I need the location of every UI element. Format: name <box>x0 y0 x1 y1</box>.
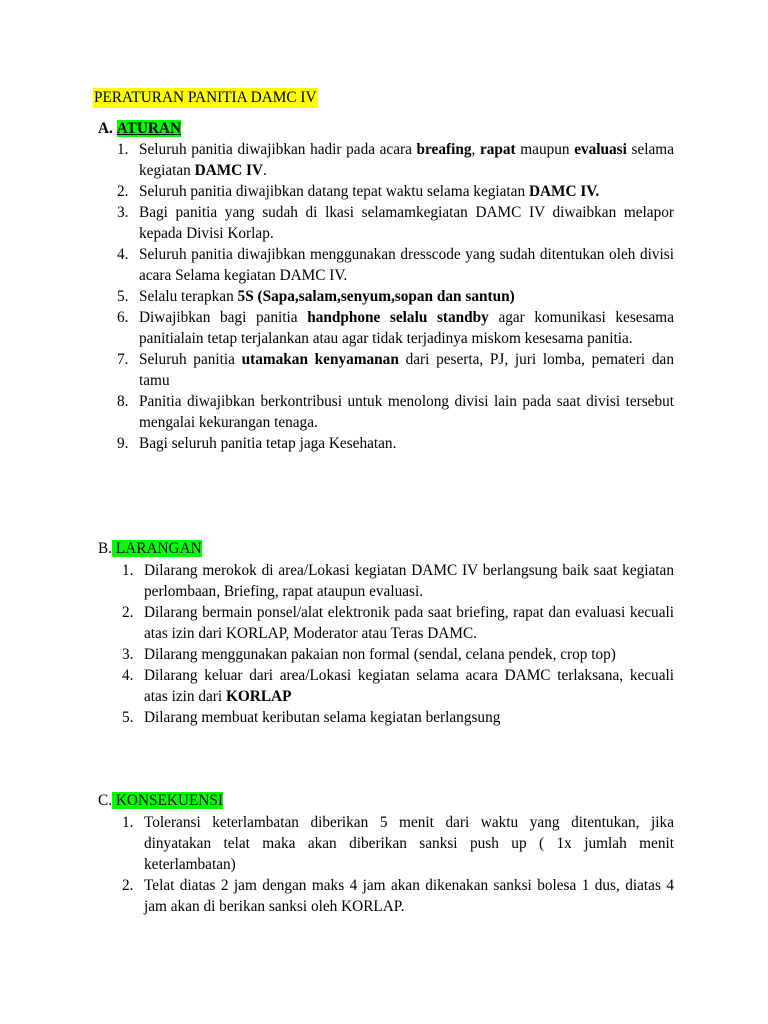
list-item <box>122 560 674 602</box>
item-text: breafing <box>416 141 472 158</box>
item-text: selama kegiatan <box>139 141 674 179</box>
list-item <box>117 139 674 181</box>
item-text: Bagi seluruh panitia tetap jaga Kesehatan. <box>139 435 397 452</box>
item-text: Seluruh panitia diwajibkan hadir pada acara <box>139 141 417 158</box>
item-text: Dilarang merokok di area/Lokasi kegiatan DAMC IV berlangsung baik saat kegiatan perlombaan, Briefing, rapat ataupun evaluasi. <box>144 562 674 600</box>
section-letter: A. <box>98 120 113 137</box>
item-text: maupun <box>515 141 575 158</box>
item-text: Dilarang membuat keributan selama kegiatan berlangsung <box>144 709 501 726</box>
item-text: Seluruh panitia diwajibkan menggunakan dresscode yang sudah ditentukan oleh divisi acara Selama kegiatan DAMC IV. <box>139 246 674 284</box>
item-number: 8. <box>117 393 129 410</box>
list-item <box>117 202 674 244</box>
item-text: Seluruh panitia diwajibkan datang tepat waktu selama kegiatan <box>139 183 529 200</box>
list-item <box>117 307 674 349</box>
item-number: 9. <box>117 435 129 452</box>
item-text: agar komunikasi kesesama panitialain tetap terjalankan atau agar tidak terjadinya miskom kesesama panitia. <box>139 309 674 347</box>
item-number: 5. <box>122 709 134 726</box>
item-number: 3. <box>122 646 134 663</box>
item-number: 2. <box>122 877 134 894</box>
item-text: 5S (Sapa,salam,senyum,sopan dan santun) <box>237 288 515 305</box>
item-text: rapat <box>479 141 516 158</box>
list-item <box>122 665 674 707</box>
aturan-list <box>117 139 674 454</box>
list-item <box>117 391 674 433</box>
item-text: dari peserta, PJ, juri lomba, pemateri dan tamu <box>139 351 674 389</box>
konsekuensi-list <box>122 812 674 917</box>
section-title: ATURAN <box>116 120 182 137</box>
item-text: , <box>471 141 480 158</box>
item-number: 1. <box>122 814 134 831</box>
section-title: LARANGAN <box>112 540 202 557</box>
item-text: utamakan kenyamanan <box>241 351 399 368</box>
item-text: DAMC IV. <box>528 183 600 200</box>
item-text: evaluasi <box>574 141 627 158</box>
item-number: 4. <box>117 246 129 263</box>
item-text: Seluruh panitia <box>139 351 242 368</box>
section-title: KONSEKUENSI <box>112 792 223 809</box>
item-number: 4. <box>122 667 134 684</box>
list-item <box>122 644 674 665</box>
item-text: Bagi panitia yang sudah di lkasi selamamkegiatan DAMC IV diwaibkan melapor kepada Divisi Korlap. <box>139 204 674 242</box>
section-a-heading <box>98 119 181 139</box>
list-item <box>117 244 674 286</box>
item-text: DAMC IV <box>194 162 264 179</box>
list-item <box>122 812 674 875</box>
item-number: 7. <box>117 351 129 368</box>
item-number: 3. <box>117 204 129 221</box>
larangan-list <box>122 560 674 728</box>
item-text: KORLAP <box>225 688 292 705</box>
list-item <box>117 433 674 454</box>
item-number: 1. <box>117 141 129 158</box>
section-letter: B. <box>98 540 113 557</box>
section-c-heading <box>98 791 223 811</box>
item-text: handphone selalu standby <box>307 309 489 326</box>
list-item <box>122 875 674 917</box>
page-title: PERATURAN PANITIA DAMC IV <box>94 89 317 106</box>
item-number: 5. <box>117 288 129 305</box>
section-letter: C. <box>98 792 113 809</box>
list-item <box>117 286 674 307</box>
item-text: Panitia diwajibkan berkontribusi untuk menolong divisi lain pada saat divisi tersebut mengalai kekurangan tenaga. <box>139 393 674 431</box>
list-item <box>122 602 674 644</box>
list-item <box>122 707 674 728</box>
item-text: Toleransi keterlambatan diberikan 5 menit dari waktu yang ditentukan, jika dinyatakan telat maka akan diberikan sanksi push up ( 1x jumlah menit keterlambatan) <box>144 814 674 873</box>
list-item <box>117 181 674 202</box>
item-text: Dilarang keluar dari area/Lokasi kegiatan selama acara DAMC terlaksana, kecuali atas izin dari <box>144 667 674 705</box>
item-number: 1. <box>122 562 134 579</box>
item-text: Dilarang bermain ponsel/alat elektronik pada saat briefing, rapat dan evaluasi kecuali atas izin dari KORLAP, Moderator atau Teras DAMC. <box>144 604 674 642</box>
list-item <box>117 349 674 391</box>
item-text: Telat diatas 2 jam dengan maks 4 jam akan dikenakan sanksi bolesa 1 dus, diatas 4 jam akan di berikan sanksi oleh KORLAP. <box>144 877 674 915</box>
item-text: Dilarang menggunakan pakaian non formal (sendal, celana pendek, crop top) <box>144 646 616 663</box>
item-text: Diwajibkan bagi panitia <box>139 309 308 326</box>
item-number: 6. <box>117 309 129 326</box>
section-b-heading <box>98 539 202 559</box>
item-text: . <box>263 162 267 179</box>
item-text: Selalu terapkan <box>139 288 238 305</box>
item-number: 2. <box>122 604 134 621</box>
item-number: 2. <box>117 183 129 200</box>
